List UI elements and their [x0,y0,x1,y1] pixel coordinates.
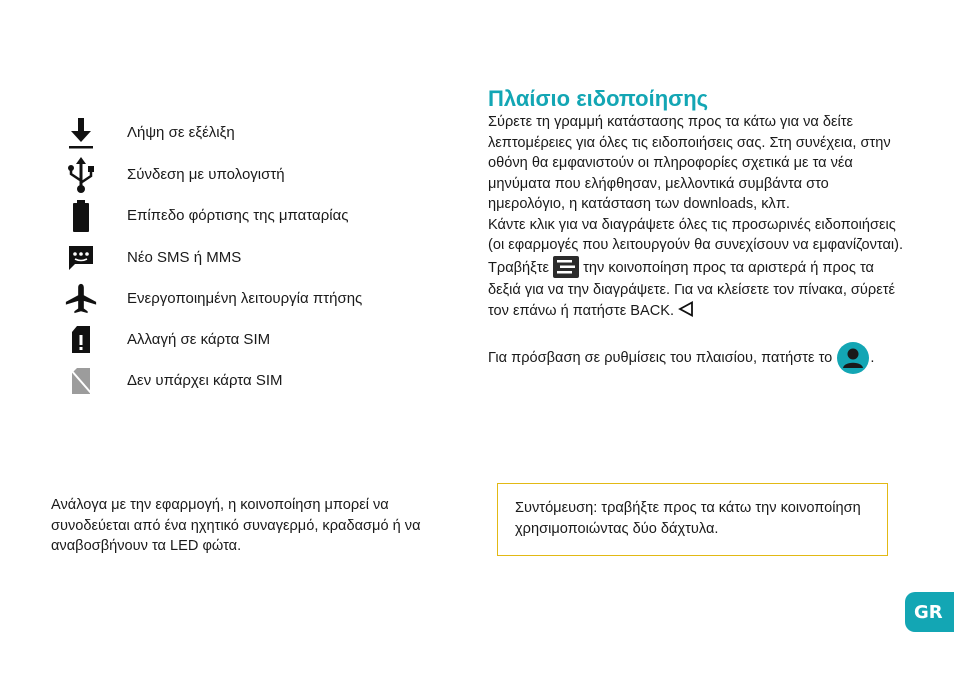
back-icon [678,301,694,322]
status-label: Νέο SMS ή MMS [127,249,242,266]
status-row-message [64,238,242,278]
status-label: Λήψη σε εξέλιξη [127,124,235,141]
battery-icon [64,199,98,233]
no-sim-icon [64,364,98,398]
usb-icon [64,158,98,192]
paragraph-intro: Σύρετε τη γραμμή κατάστασης προς τα κάτω για να δείτε λεπτομέρειες για όλες τις ειδοποιήσεις σας. Στη συνέχεια, στην οθόνη θα εμφανιστούν οι πληροφορίες σχετικά με τα νέα μηνύματα που ελήφθησαν, μελλοντικά συμβάντα στο ημερολόγιο, η κατάσταση των downloads, κλπ. [488,114,891,212]
message-icon [64,241,98,275]
status-row-download [64,113,235,153]
status-label: Αλλαγή σε κάρτα SIM [127,331,271,348]
settings-text-after: . [870,349,875,366]
status-row-battery [64,196,349,236]
status-row-sim-alert [64,320,271,360]
airplane-icon [64,282,98,316]
paragraph-clear-all: Κάντε κλικ για να διαγράψετε όλες τις προσωρινές ειδοποιήσεις (οι εφαρμογές που λειτουργούν θα συνεχίσουν να εμφανίζονται). [488,216,904,253]
settings-text-before: Για πρόσβαση σε ρυθμίσεις του πλαισίου, πατήστε το [488,349,833,366]
section-title: Πλαίσιο ειδοποίησης [488,86,709,111]
status-row-no-sim [64,361,283,401]
user-settings-icon [836,341,870,375]
paragraph-settings [488,341,908,375]
swipe-text-after: την κοινοποίηση προς τα αριστερά ή προς τα δεξιά για να την διαγράψετε. Για να κλείσετε τον πίνακα, σύρετέ τον επάνω ή πατήστε BACK. [488,259,895,319]
status-label: Σύνδεση με υπολογιστή [127,166,285,183]
shortcut-tip-text: Συντόμευση: τραβήξτε προς τα κάτω την κοινοποίηση χρησιμοποιώντας δύο δάχτυλα. [515,500,861,537]
notification-panel-text [488,112,908,375]
sim-alert-icon [64,323,98,357]
language-tab: GR [905,592,954,632]
status-label: Ενεργοποιημένη λειτουργία πτήσης [127,290,363,307]
status-row-airplane [64,279,363,319]
paragraph-swipe [488,256,908,322]
download-icon [64,116,98,150]
shortcut-tip-box [497,483,888,556]
status-label: Επίπεδο φόρτισης της μπαταρίας [127,207,349,224]
swipe-text-before: Τραβήξτε [488,259,549,276]
status-row-usb [64,155,285,195]
status-label: Δεν υπάρχει κάρτα SIM [127,372,283,389]
notification-alert-note: Ανάλογα με την εφαρμογή, η κοινοποίηση μπορεί να συνοδεύεται από ένα ηχητικό συναγερμό, κραδασμό ή να αναβοσβήνουν τα LED φώτα. [51,497,421,554]
clear-all-icon [553,256,579,281]
